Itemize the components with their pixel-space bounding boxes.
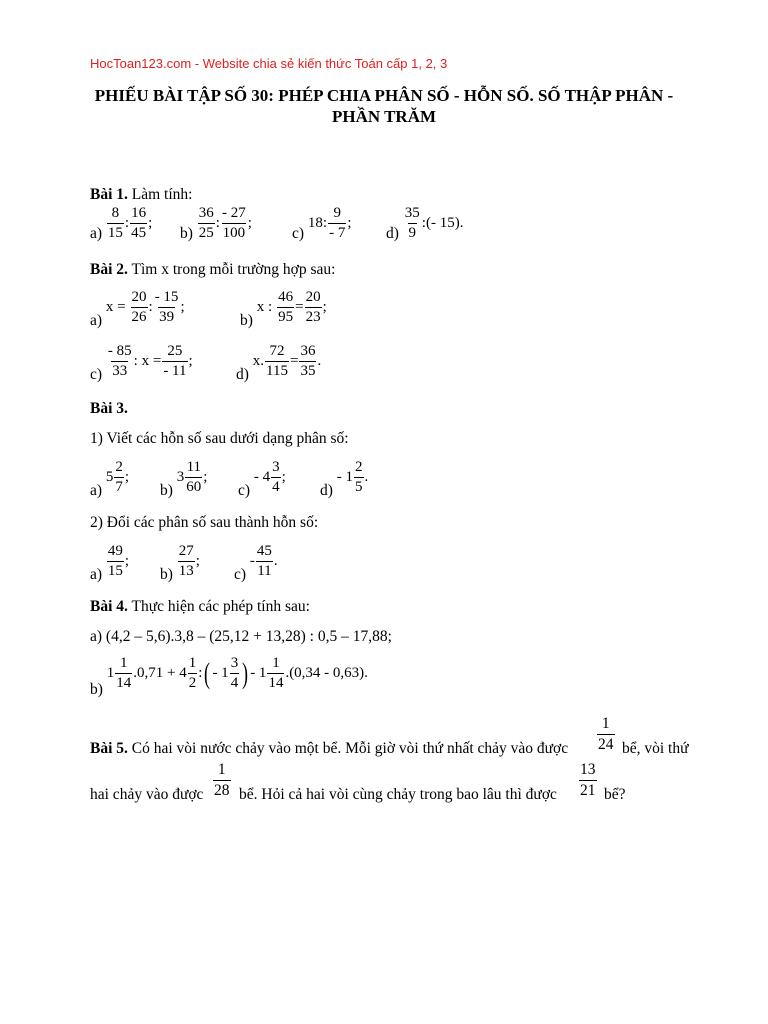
numerator: 46 xyxy=(278,289,294,305)
expression-lhs: x = xyxy=(105,299,126,316)
item-label: d) xyxy=(386,225,399,243)
item-label: a) xyxy=(90,566,103,584)
denominator: 7 xyxy=(115,479,123,495)
fraction xyxy=(328,206,346,241)
punctuation: ; xyxy=(124,553,130,570)
bai1-item-c xyxy=(292,206,352,241)
numerator: 45 xyxy=(256,543,272,559)
bai5-text-3: hai chảy vào được xyxy=(90,786,204,803)
fraction xyxy=(579,762,597,798)
bai2-heading-line xyxy=(90,261,335,279)
whole-number: (- 15). xyxy=(425,215,464,232)
punctuation: ; xyxy=(188,353,193,370)
whole-number: - 1 xyxy=(212,665,229,682)
denominator: 95 xyxy=(278,309,294,325)
denominator: 26 xyxy=(131,309,147,325)
punctuation: ; xyxy=(347,215,352,232)
fraction xyxy=(213,762,231,798)
mixed-number-item xyxy=(238,459,286,500)
fraction xyxy=(185,460,202,495)
punctuation: . xyxy=(273,553,278,570)
denominator: 115 xyxy=(266,363,288,379)
numerator: 11 xyxy=(186,459,202,475)
fraction xyxy=(256,544,273,579)
fraction xyxy=(277,290,294,325)
denominator: 21 xyxy=(580,781,596,799)
expression-lhs: x. xyxy=(252,353,265,370)
site-link[interactable]: HocToan123.com - Website chia sẻ kiến thức Toán cấp 1, 2, 3 xyxy=(90,56,448,71)
item-label: a) xyxy=(90,225,103,243)
bai4-item-a: a) (4,2 – 5,6).3,8 – (25,12 + 13,28) : 0,5 – 17,88; xyxy=(90,628,392,645)
bai5-text-5: bể? xyxy=(604,786,626,803)
bai3-part2: 2) Đổi các phân số sau thành hỗn số: xyxy=(90,514,319,531)
numerator: 13 xyxy=(580,761,596,778)
bai5-text-4: bể. Hỏi cả hai vòi cùng chảy trong bao lâu thì được xyxy=(239,786,557,803)
whole-number: - 4 xyxy=(253,469,271,486)
expression-mid: : x = xyxy=(133,353,162,370)
bai1-item-a xyxy=(90,206,152,241)
bai2-item-c xyxy=(90,343,193,384)
operator: = xyxy=(290,353,299,370)
whole-number: - 1 xyxy=(336,469,354,486)
item-label: b) xyxy=(160,566,173,584)
denominator: 15 xyxy=(107,563,123,579)
numerator: 20 xyxy=(305,289,321,305)
fraction xyxy=(107,206,124,241)
bai1-item-b xyxy=(180,206,252,241)
denominator: 4 xyxy=(230,675,239,691)
item-label: b) xyxy=(180,225,193,243)
fraction xyxy=(188,656,198,691)
operator: : xyxy=(148,299,153,316)
page-title: PHIẾU BÀI TẬP SỐ 30: PHÉP CHIA PHÂN SỐ - HỖN SỐ. SỐ THẬP PHÂN - PHẦN TRĂM xyxy=(94,86,674,126)
punctuation: ; xyxy=(247,215,252,232)
sign: - xyxy=(249,553,255,570)
bai5-line1 xyxy=(90,740,568,758)
numerator: 25 xyxy=(167,343,183,359)
item-label: b) xyxy=(90,681,103,699)
bai2-item-b xyxy=(240,289,327,330)
fraction xyxy=(131,290,148,325)
fraction-item xyxy=(160,543,200,584)
bai1-heading: Bài 1. xyxy=(90,186,128,203)
punctuation: ; xyxy=(281,469,286,486)
fraction xyxy=(354,460,364,495)
numerator: - 27 xyxy=(221,205,246,221)
item-label: b) xyxy=(240,312,253,330)
denominator: 15 xyxy=(107,225,123,241)
expression-part: .0,71 + 4 xyxy=(133,665,187,682)
item-label: c) xyxy=(238,482,251,500)
bai5-text: Có hai vòi nước chảy vào một bể. Mỗi giờ vòi thứ nhất chảy vào được xyxy=(131,740,569,757)
denominator: 23 xyxy=(305,309,321,325)
operator: : xyxy=(198,665,203,682)
numerator: 2 xyxy=(355,459,363,475)
bai1-heading-line xyxy=(90,186,192,204)
punctuation: ; xyxy=(195,553,200,570)
punctuation: . xyxy=(317,353,322,370)
numerator: 1 xyxy=(120,655,128,671)
numerator: - 15 xyxy=(154,289,179,305)
denominator: - 11 xyxy=(163,363,187,379)
bai5-heading: Bài 5. xyxy=(90,740,128,757)
numerator: 27 xyxy=(178,543,194,559)
mixed-number-item xyxy=(90,459,130,500)
numerator: 36 xyxy=(198,205,214,221)
numerator: 9 xyxy=(333,205,341,221)
denominator: 5 xyxy=(355,479,363,495)
denominator: 60 xyxy=(186,479,202,495)
denominator: 2 xyxy=(188,675,197,691)
operator: : xyxy=(421,215,426,232)
whole-number: 1 xyxy=(106,665,115,682)
fraction xyxy=(162,344,187,379)
bai4-instruction: Thực hiện các phép tính sau: xyxy=(131,598,310,615)
punctuation: ; xyxy=(148,215,153,232)
numerator: 1 xyxy=(188,655,197,671)
fraction xyxy=(299,344,316,379)
fraction xyxy=(107,544,124,579)
whole-number: 3 xyxy=(176,469,185,486)
denominator: 13 xyxy=(178,563,194,579)
punctuation: ; xyxy=(203,469,208,486)
punctuation: . xyxy=(364,469,369,486)
fraction xyxy=(221,206,247,241)
expression-part: - 1 xyxy=(250,665,267,682)
denominator: 28 xyxy=(214,781,230,799)
operator: : xyxy=(322,215,328,232)
bai2-item-a xyxy=(90,289,185,330)
numerator: 72 xyxy=(269,343,285,359)
numerator: 3 xyxy=(230,655,239,671)
item-label: c) xyxy=(292,225,305,243)
denominator: 4 xyxy=(272,479,280,495)
denominator: 39 xyxy=(159,309,175,325)
punctuation: ; xyxy=(124,469,130,486)
right-paren: ) xyxy=(242,656,249,690)
item-label: a) xyxy=(90,312,103,330)
numerator: 1 xyxy=(272,655,280,671)
fraction xyxy=(198,206,215,241)
bai5-text-2: bể, vòi thứ xyxy=(622,740,689,757)
denominator: 33 xyxy=(112,363,128,379)
numerator: 35 xyxy=(404,205,420,221)
denominator: - 7 xyxy=(329,225,346,241)
fraction xyxy=(265,344,289,379)
numerator: 8 xyxy=(111,205,120,221)
denominator: 25 xyxy=(198,225,214,241)
item-label: c) xyxy=(234,566,247,584)
fraction xyxy=(115,656,132,691)
expression-lhs: x : xyxy=(256,299,273,316)
fraction xyxy=(230,656,240,691)
denominator: 24 xyxy=(598,735,614,753)
fraction xyxy=(107,344,133,379)
bai4-item-b xyxy=(90,655,368,699)
bai3-heading: Bài 3. xyxy=(90,400,128,417)
numerator: - 85 xyxy=(107,343,132,359)
denominator: 14 xyxy=(268,675,284,691)
numerator: 49 xyxy=(107,543,123,559)
whole-number: 5 xyxy=(105,469,114,486)
numerator: 20 xyxy=(131,289,147,305)
item-label: d) xyxy=(236,366,249,384)
bai5-fraction-1 xyxy=(596,716,616,752)
denominator: 45 xyxy=(131,225,147,241)
bai1-instruction: Làm tính: xyxy=(131,186,193,203)
bai2-heading: Bài 2. xyxy=(90,261,128,278)
fraction xyxy=(114,460,124,495)
item-label: b) xyxy=(160,482,173,500)
item-label: a) xyxy=(90,482,103,500)
bai3-heading-line xyxy=(90,400,128,418)
numerator: 1 xyxy=(217,761,226,778)
operator: : xyxy=(215,215,220,232)
denominator: 100 xyxy=(222,225,246,241)
denominator: 35 xyxy=(300,363,316,379)
fraction xyxy=(404,206,421,241)
bai5-fraction-3 xyxy=(578,762,598,798)
whole-number: 18 xyxy=(307,215,323,232)
fraction xyxy=(597,716,615,752)
operator: : xyxy=(124,215,130,232)
fraction xyxy=(130,206,147,241)
fraction-item xyxy=(90,543,130,584)
bai2-item-d xyxy=(236,343,322,384)
mixed-number-item xyxy=(320,459,369,500)
fraction xyxy=(154,290,180,325)
operator: = xyxy=(295,299,304,316)
punctuation: ; xyxy=(180,299,185,316)
bai1-item-d xyxy=(386,206,463,241)
fraction xyxy=(267,656,284,691)
numerator: 16 xyxy=(131,205,147,221)
left-paren: ( xyxy=(204,656,211,690)
bai4-heading: Bài 4. xyxy=(90,598,128,615)
bai3-part1: 1) Viết các hỗn số sau dưới dạng phân số: xyxy=(90,430,349,447)
fraction xyxy=(178,544,195,579)
item-label: c) xyxy=(90,366,103,384)
bai2-instruction: Tìm x trong mỗi trường hợp sau: xyxy=(131,261,336,278)
numerator: 36 xyxy=(300,343,316,359)
item-label: d) xyxy=(320,482,333,500)
expression-part: .(0,34 - 0,63). xyxy=(285,665,368,682)
punctuation: ; xyxy=(322,299,327,316)
denominator: 11 xyxy=(257,563,272,579)
bai4-heading-line xyxy=(90,598,310,616)
denominator: 14 xyxy=(116,675,132,691)
numerator: 3 xyxy=(272,459,280,475)
bai5-fraction-2 xyxy=(212,762,232,798)
denominator: 9 xyxy=(408,225,417,241)
mixed-number-item xyxy=(160,459,208,500)
fraction-item xyxy=(234,543,278,584)
numerator: 1 xyxy=(601,715,610,732)
fraction xyxy=(305,290,322,325)
fraction xyxy=(271,460,281,495)
numerator: 2 xyxy=(115,459,123,475)
